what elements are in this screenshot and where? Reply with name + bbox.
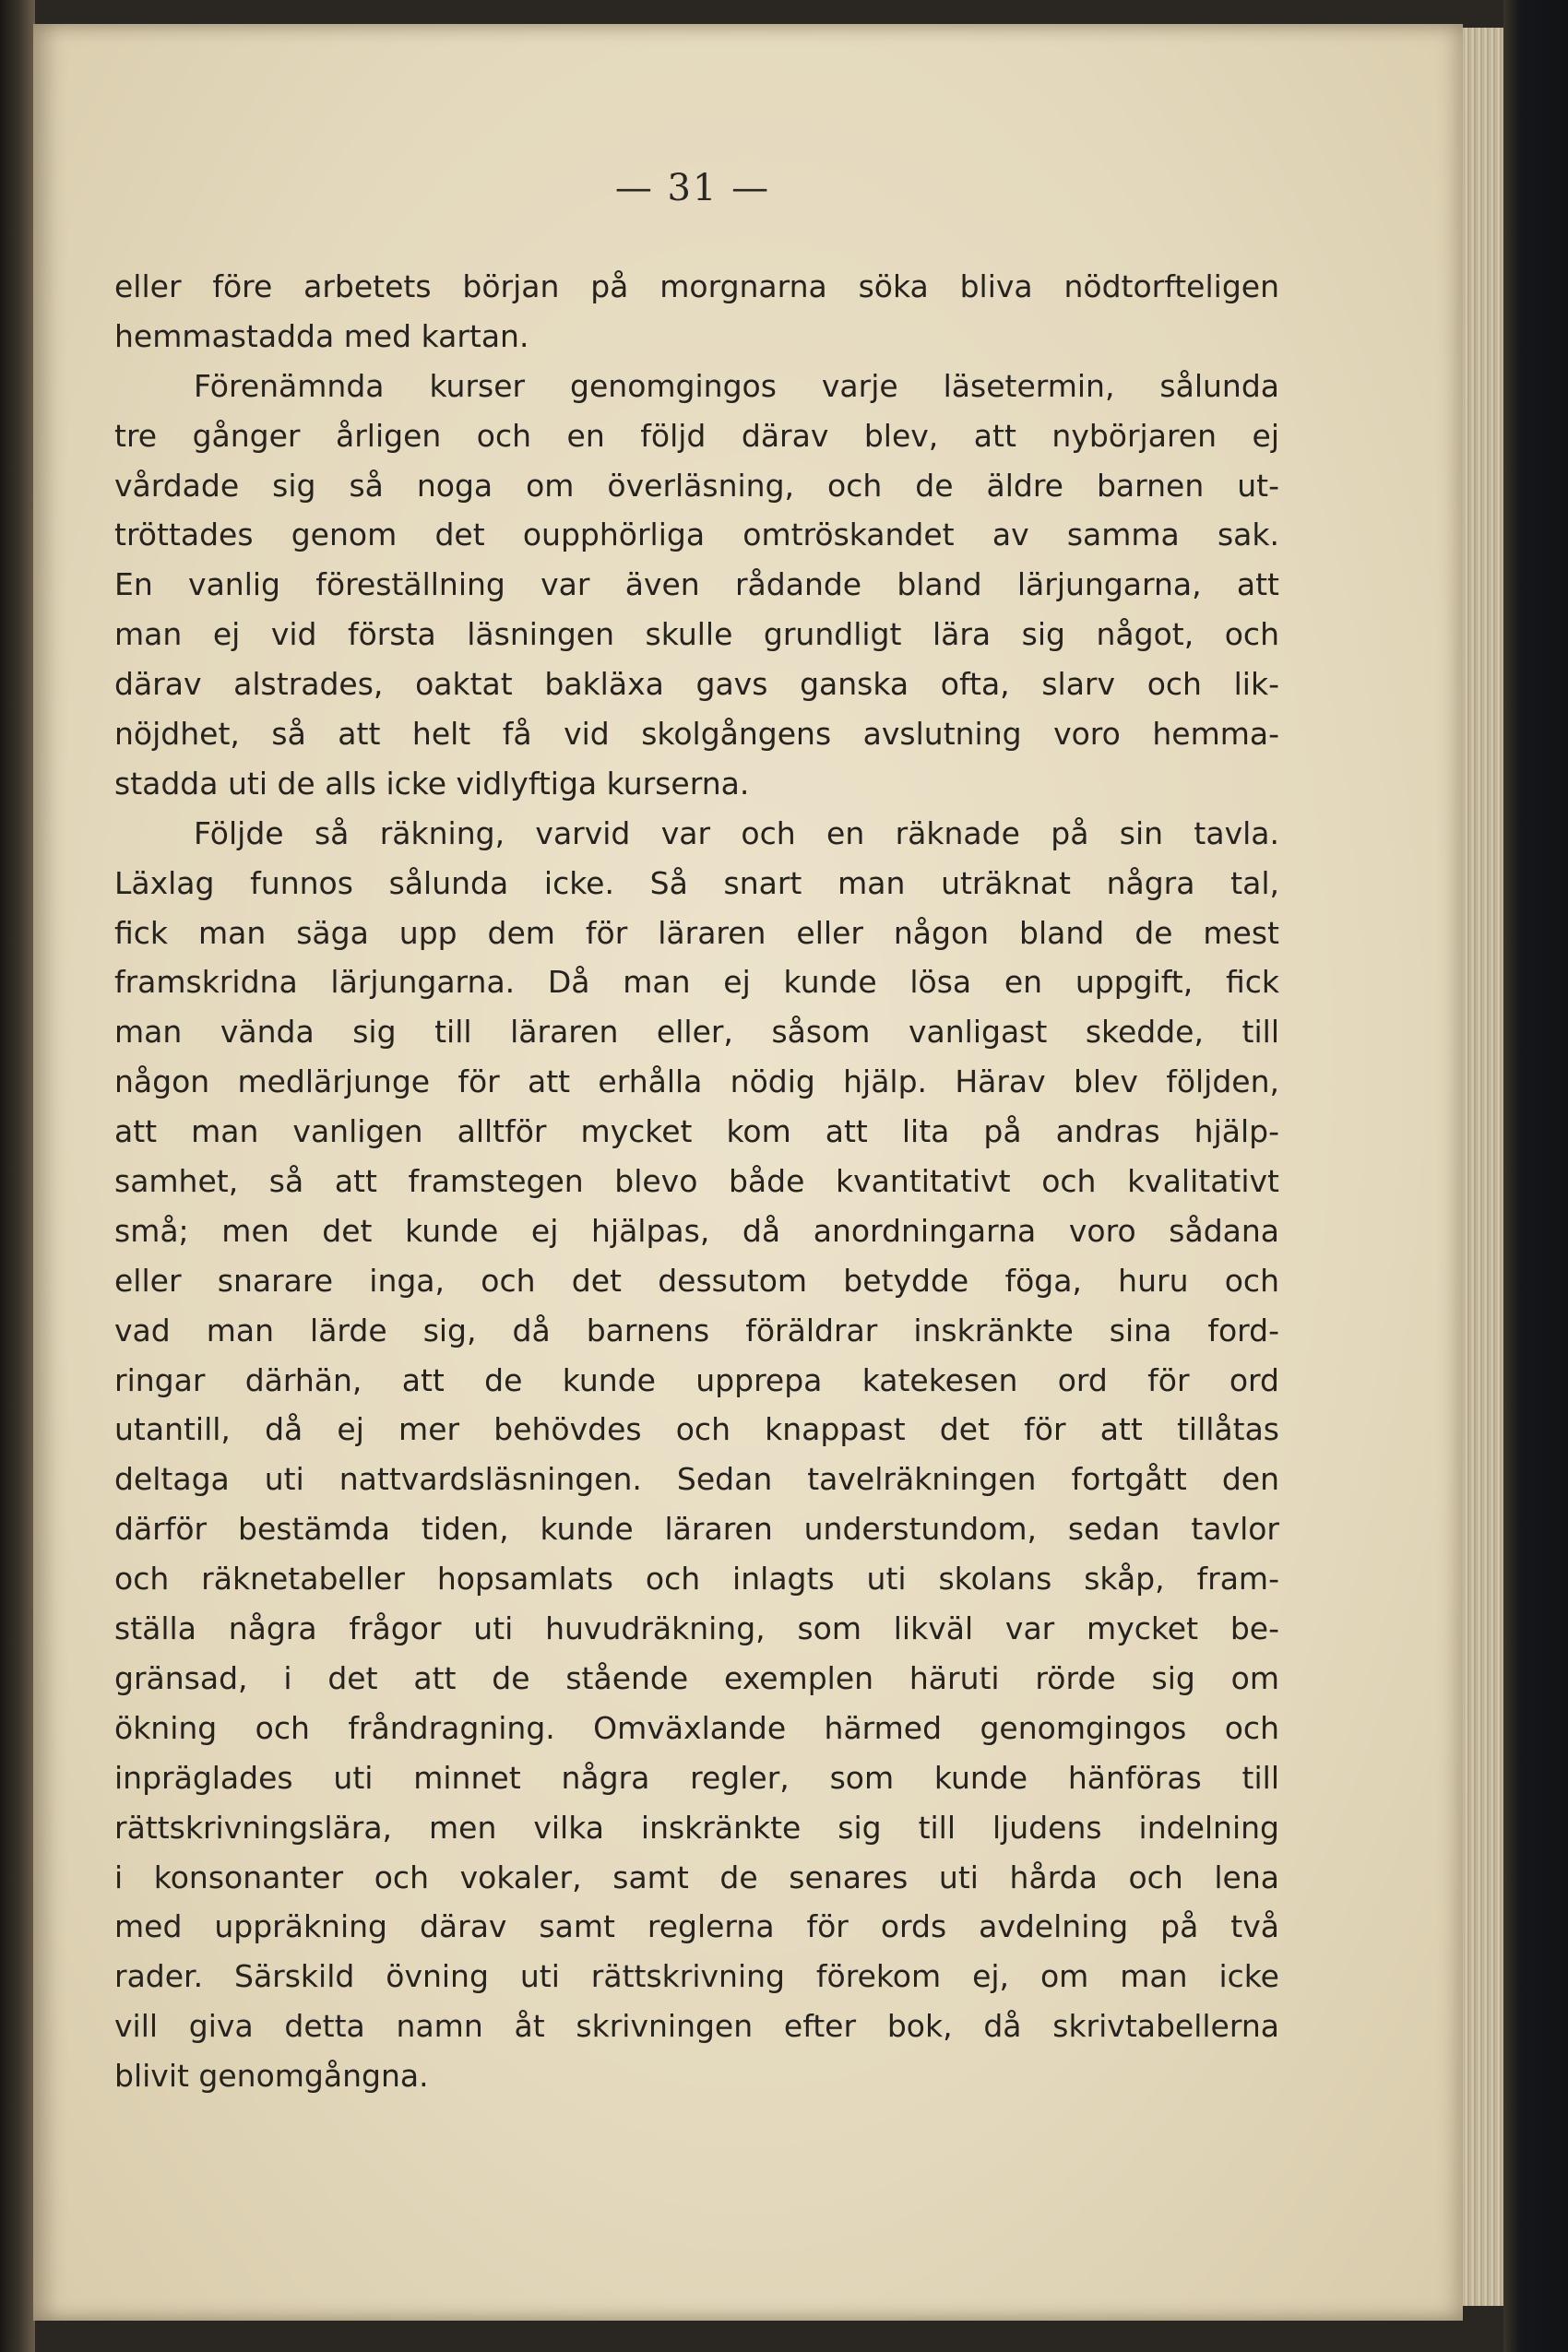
page-number: — 31 —: [614, 167, 771, 209]
text-line: Läxlag funnos sålunda icke. Så snart man uträknat några tal,: [114, 864, 1279, 901]
text-line: inpräglades uti minnet några regler, som kunde hänföras till: [114, 1759, 1279, 1796]
book-page: [33, 24, 1463, 2321]
book-cover-right: [1503, 0, 1568, 2352]
text-line: vill giva detta namn åt skrivningen efter bok, då skrivtabellerna: [114, 2008, 1279, 2045]
text-line: blivit genomgångna.: [114, 2058, 429, 2095]
body-text: [114, 262, 1279, 2101]
text-line: utantill, då ej mer behövdes och knappast det för att tillåtas: [114, 1411, 1279, 1448]
text-line: man ej vid första läsningen skulle grundligt lära sig något, och: [114, 616, 1279, 653]
text-line: små; men det kunde ej hjälpas, då anordningarna voro sådana: [114, 1212, 1279, 1249]
text-line: och räknetabeller hopsamlats och inlagts uti skolans skåp, fram-: [114, 1561, 1279, 1598]
text-line: framskridna lärjungarna. Då man ej kunde lösa en uppgift, fick: [114, 964, 1279, 1001]
text-line: Följde så räkning, varvid var och en räknade på sin tavla.: [194, 814, 1279, 851]
text-line: med uppräkning därav samt reglerna för ords avdelning på två: [114, 1908, 1279, 1945]
text-line: vårdade sig så noga om överläsning, och de äldre barnen ut-: [114, 467, 1279, 504]
text-line: i konsonanter och vokaler, samt de senares uti hårda och lena: [114, 1859, 1279, 1895]
text-line: stadda uti de alls icke vidlyftiga kurserna.: [114, 765, 750, 802]
text-line: eller snarare inga, och det dessutom betydde föga, huru och: [114, 1262, 1279, 1299]
text-line: eller före arbetets början på morgnarna söka bliva nödtorfteligen: [114, 268, 1279, 304]
text-line: därav alstrades, oaktat bakläxa gavs ganska ofta, slarv och lik-: [114, 666, 1279, 703]
text-line: Förenämnda kurser genomgingos varje läsetermin, sålunda: [194, 367, 1279, 404]
text-line: ökning och fråndragning. Omväxlande härmed genomgingos och: [114, 1709, 1279, 1746]
text-line: samhet, så att framstegen blevo både kvantitativt och kvalitativt: [114, 1163, 1279, 1200]
text-line: tre gånger årligen och en följd därav blev, att nybörjaren ej: [114, 417, 1279, 454]
text-line: fick man säga upp dem för läraren eller någon bland de mest: [114, 914, 1279, 951]
text-line: att man vanligen alltför mycket kom att lita på andras hjälp-: [114, 1113, 1279, 1150]
book-spine-left: [0, 0, 35, 2352]
text-line: En vanlig föreställning var även rådande bland lärjungarna, att: [114, 566, 1279, 603]
text-line: ringar därhän, att de kunde upprepa katekesen ord för ord: [114, 1361, 1279, 1398]
text-line: nöjdhet, så att helt få vid skolgångens avslutning voro hemma-: [114, 716, 1279, 753]
text-line: ställa några frågor uti huvudräkning, som likväl var mycket be-: [114, 1610, 1279, 1647]
text-line: man vända sig till läraren eller, såsom vanligast skedde, till: [114, 1014, 1279, 1051]
text-line: därför bestämda tiden, kunde läraren understundom, sedan tavlor: [114, 1511, 1279, 1548]
text-line: någon medlärjunge för att erhålla nödig hjälp. Härav blev följden,: [114, 1063, 1279, 1100]
text-line: hemmastadda med kartan.: [114, 317, 529, 354]
text-line: rader. Särskild övning uti rättskrivning förekom ej, om man icke: [114, 1958, 1279, 1995]
text-line: vad man lärde sig, då barnens föräldrar inskränkte sina ford-: [114, 1312, 1279, 1348]
text-line: rättskrivningslära, men vilka inskränkte sig till ljudens indelning: [114, 1809, 1279, 1846]
text-line: deltaga uti nattvardsläsningen. Sedan tavelräkningen fortgått den: [114, 1461, 1279, 1498]
text-line: gränsad, i det att de stående exemplen häruti rörde sig om: [114, 1659, 1279, 1696]
text-line: tröttades genom det oupphörliga omtröskandet av samma sak.: [114, 517, 1279, 553]
